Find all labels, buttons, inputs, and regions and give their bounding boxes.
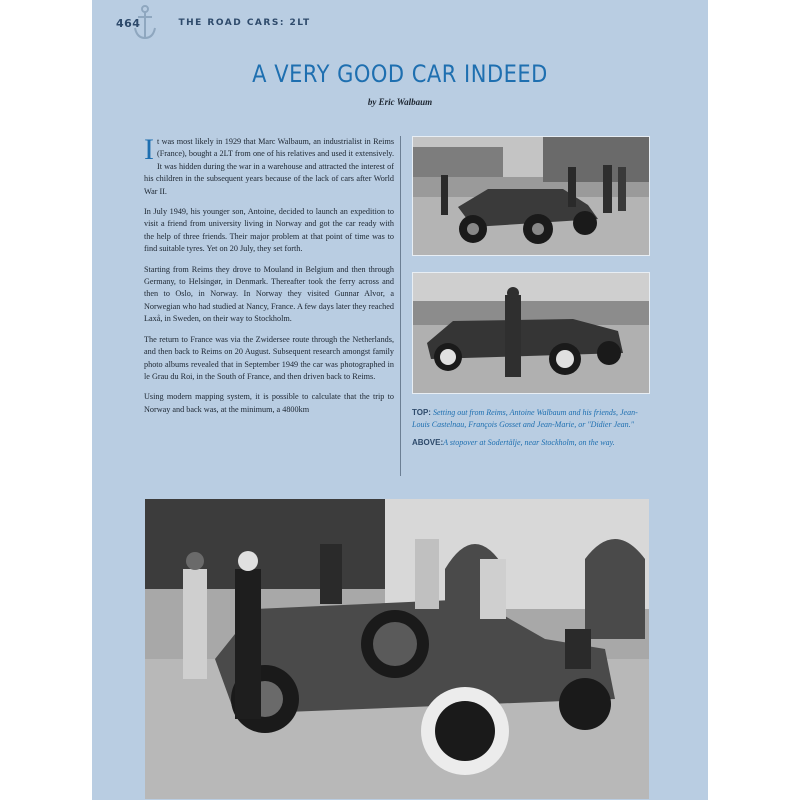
- paragraph: It was most likely in 1929 that Marc Walbaum, an industrialist in Reims (France), bought a 2LT from one of his relatives and used it extensively. It was hidden during the war in a warehouse and attracted the interest of his children in the subsequent years because of the lack of cars after World War II.: [144, 133, 394, 196]
- caption-above-text: A stopover at Sodertälje, near Stockholm, on the way.: [443, 438, 615, 447]
- page-header: [116, 14, 311, 32]
- page-number: 464: [116, 16, 141, 30]
- column-divider: [400, 136, 401, 476]
- caption-above-label: ABOVE:: [412, 438, 444, 447]
- article-title: A VERY GOOD CAR INDEED: [252, 60, 548, 88]
- caption-top: [412, 407, 652, 431]
- photo-captions: [412, 407, 652, 455]
- article-byline: by Eric Walbaum: [367, 97, 433, 107]
- paragraph: In July 1949, his younger son, Antoine, decided to launch an expedition to visit a friend from university living in Norway and got the car ready with the help of three friends. Their major problem at that point of time was to find suitable tyres. Yet on 20 July, they set forth.: [144, 207, 394, 254]
- photo-setting-out: [412, 136, 650, 256]
- caption-top-text: Setting out from Reims, Antoine Walbaum and his friends, Jean-Louis Castelnau, François Gosset and Jean-Marie, or "Didier Jean.": [412, 408, 638, 429]
- magazine-page: [92, 0, 708, 800]
- drop-cap: I: [144, 133, 154, 166]
- caption-top-label: TOP:: [412, 408, 431, 417]
- paragraph: Starting from Reims they drove to Mouland in Belgium and then through Germany, to Helsingør, in Denmark. Thereafter took the ferry across and then to Oslo, in Norway. In Norway they visited Gunnar Alvor, a Norwegian who had studied at Nancy, France. A few days later they reached Laxå, in Sweden, on their way to Stockholm.: [144, 264, 395, 324]
- photo-stopover: [412, 272, 650, 394]
- section-title: THE ROAD CARS: 2LT: [178, 18, 311, 28]
- article-body: [144, 133, 395, 424]
- paragraph: Using modern mapping system, it is possible to calculate that the trip to Norway and back was, at the minimum, a 4800km: [144, 392, 394, 414]
- photo-group-with-car: [145, 499, 649, 799]
- paragraph: The return to France was via the Zwidersee route through the Netherlands, and then back to Reims on 20 August. Subsequent research amongst family photo albums revealed that in September 1949 the car was photographed in le Grau du Roi, in the South of France, and then driven back to Reims.: [144, 334, 394, 381]
- caption-above: [412, 437, 652, 449]
